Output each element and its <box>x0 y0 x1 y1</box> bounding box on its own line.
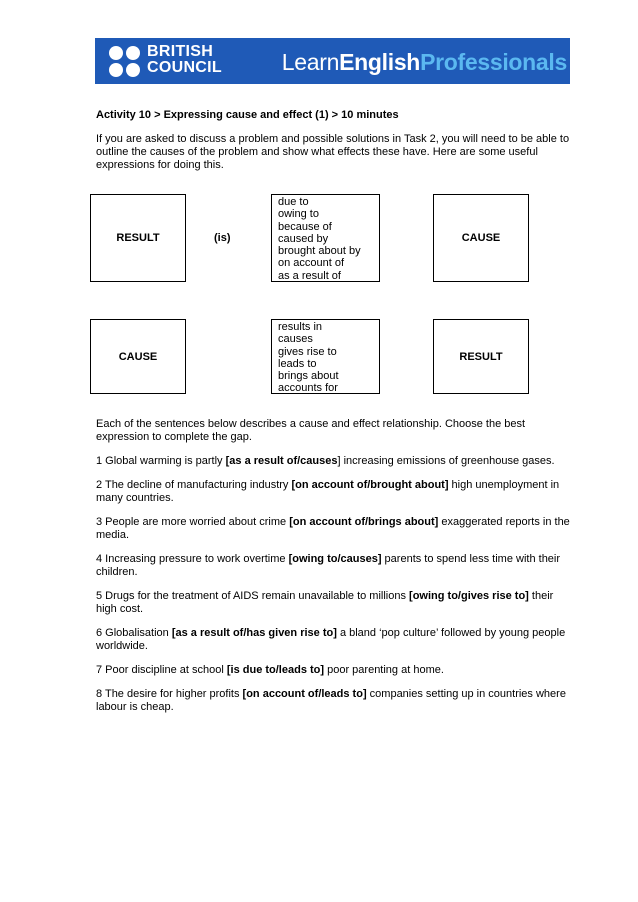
sentence-choice: [as a result of/has given rise to] <box>171 627 337 639</box>
sentence-text: ] increasing emissions of greenhouse gases. <box>337 455 555 467</box>
sentence-text: 2 The decline of manufacturing industry <box>96 479 292 491</box>
sentence-text: exaggerated reports in the media. <box>96 516 570 541</box>
diagram1-cause-box <box>433 194 529 282</box>
sentence-text: 8 The desire for higher profits <box>96 688 243 700</box>
diagram1-is-label: (is) <box>214 232 231 244</box>
sentence-choice: [on account of/leads to] <box>242 688 367 700</box>
sentence-text: parents to spend less time with their children. <box>96 553 561 578</box>
sentence-text: high unemployment in many countries. <box>96 479 560 504</box>
diagram2-cause-label: CAUSE <box>118 350 158 363</box>
sentence-text: 4 Increasing pressure to work overtime <box>96 553 289 565</box>
british-council-logo <box>147 44 222 76</box>
sentence-choice: [owing to/gives rise to] <box>409 590 529 602</box>
expression-item: owing to <box>278 208 319 221</box>
diagram2-cause-box <box>90 319 186 394</box>
sentence-text: 7 Poor discipline at school <box>96 664 227 676</box>
learnenglish-professionals-logo <box>282 49 567 75</box>
sentence-choice: [on account of/brings about] <box>289 516 439 528</box>
sentence-text: 6 Globalisation <box>96 627 172 639</box>
activity-title: Activity 10 > Expressing cause and effect (1) > 10 minutes <box>96 109 399 121</box>
sentence-5 <box>96 590 576 616</box>
sentence-text: companies setting up in countries where labour is cheap. <box>96 688 566 713</box>
expression-item: causes <box>278 333 313 346</box>
sentence-text: 3 People are more worried about crime <box>96 516 290 528</box>
instructions-paragraph: Each of the sentences below describes a cause and effect relationship. Choose the best expression to complete the gap. <box>96 418 526 443</box>
expression-item: gives rise to <box>278 345 337 358</box>
sentence-choice: [is due to/leads to] <box>226 664 325 676</box>
intro-paragraph: If you are asked to discuss a problem and possible solutions in Task 2, you will need to be able to outline the causes of the problem and show what effects these have. Here are some useful expressions for doing this. <box>96 133 570 171</box>
british-council-dots-icon <box>109 46 141 78</box>
header-banner <box>95 38 570 84</box>
logo-learn: Learn <box>281 49 340 75</box>
sentence-choice: [as a result of/causes <box>225 455 338 467</box>
expression-item: accounts for <box>278 382 338 395</box>
expression-item: leads to <box>278 357 317 370</box>
expression-item: caused by <box>278 232 329 245</box>
sentence-6 <box>96 627 576 653</box>
diagram1-result-label: RESULT <box>116 232 160 244</box>
sentence-3 <box>96 516 576 542</box>
expression-item: due to <box>278 196 309 208</box>
logo-english: English <box>339 49 421 75</box>
sentence-text: poor parenting at home. <box>324 664 444 676</box>
sentence-4 <box>96 553 576 579</box>
diagram2-result-label: RESULT <box>459 350 503 363</box>
expression-item: because of <box>278 220 332 233</box>
sentence-7 <box>96 664 576 677</box>
diagram1-expressions-box <box>271 194 380 282</box>
sentence-choice: [owing to/causes] <box>288 553 382 565</box>
logo-line1: BRITISH <box>147 43 214 60</box>
expression-item: on account of <box>278 257 345 270</box>
logo-line2: COUNCIL <box>147 59 222 76</box>
sentence-1 <box>96 455 576 468</box>
expression-item: as a result of <box>278 269 341 282</box>
expression-item: brought about by <box>278 245 361 258</box>
sentence-text: their high cost. <box>96 590 554 615</box>
expression-item: results in <box>278 321 323 333</box>
diagram2-expressions-box <box>271 319 380 394</box>
sentence-text: 5 Drugs for the treatment of AIDS remain unavailable to millions <box>96 590 410 602</box>
logo-professionals: Professionals <box>420 49 567 75</box>
sentence-text: 1 Global warming is partly <box>96 455 226 467</box>
expression-item: brings about <box>278 370 339 383</box>
diagram2-result-box <box>433 319 529 394</box>
sentence-8 <box>96 688 576 714</box>
diagram1-cause-label: CAUSE <box>461 232 501 244</box>
sentence-choice: [on account of/brought about] <box>291 479 449 491</box>
sentence-2 <box>96 479 576 505</box>
sentence-text: a bland ‘pop culture’ followed by young people worldwide. <box>96 627 566 652</box>
diagram1-result-box <box>90 194 186 282</box>
